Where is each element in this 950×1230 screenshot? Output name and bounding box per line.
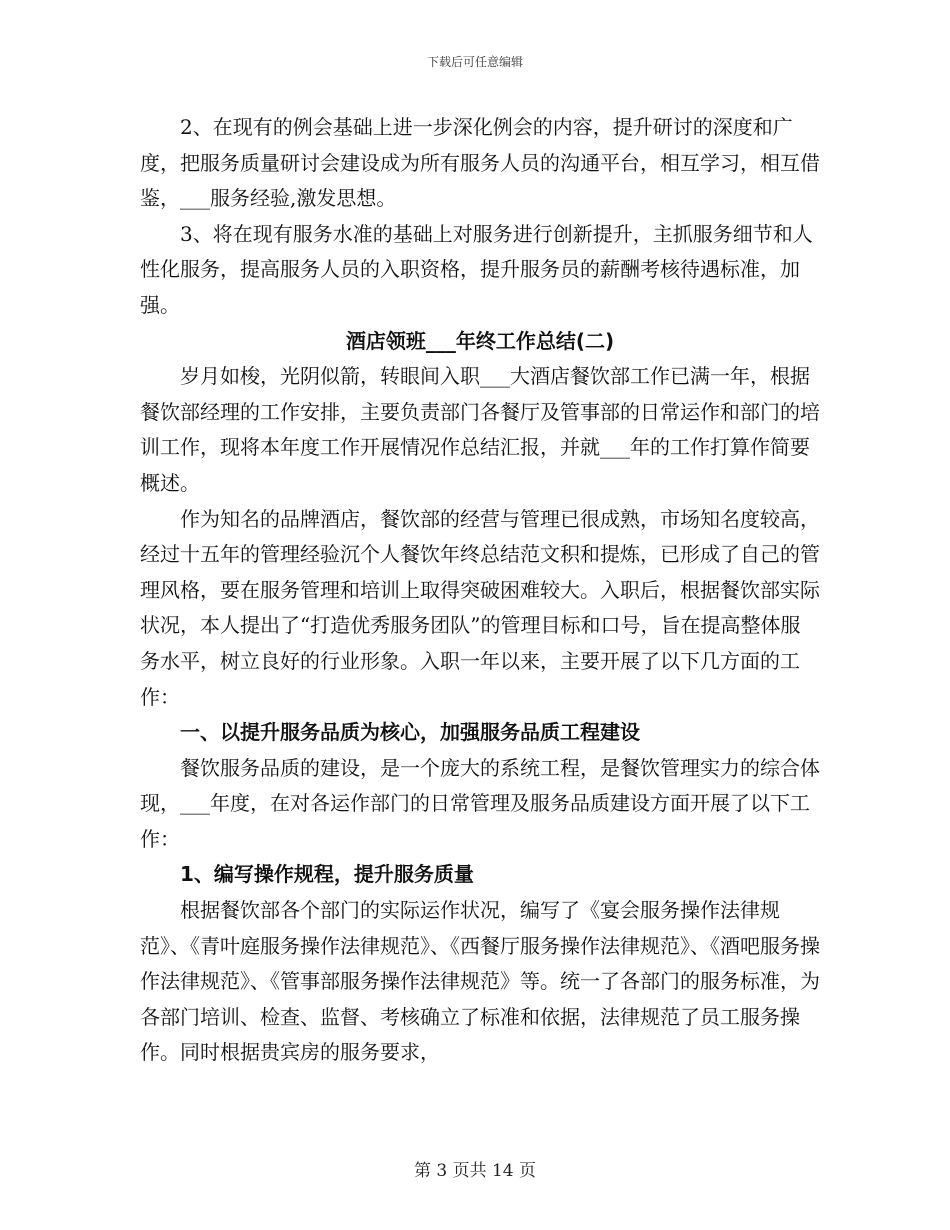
paragraph: 岁月如梭，光阴似箭，转眼间入职___大酒店餐饮部工作已满一年，根据餐饮部经理的工作安排，主要负责部门各餐厅及管事部的日常运作和部门的培训工作，现将本年度工作开展情况作总结汇报，并就___年的工作打算作简要概述。 xyxy=(140,364,820,495)
section-heading: 一、以提升服务品质为核心，加强服务品质工程建设 xyxy=(180,720,640,745)
paragraph: 3、将在现有服务水准的基础上对服务进行创新提升，主抓服务细节和人性化服务，提高服务人员的入职资格，提升服务员的薪酬考核待遇标准，加强。 xyxy=(140,221,813,317)
document-body xyxy=(140,110,820,1071)
paragraph: 餐饮服务品质的建设，是一个庞大的系统工程，是餐饮管理实力的综合体现，___年度，在对各运作部门的日常管理及服务品质建设方面开展了以下工作： xyxy=(140,755,820,851)
paragraph: 作为知名的品牌酒店，餐饮部的经营与管理已很成熟，市场知名度较高，经过十五年的管理经验沉个人餐饮年终总结范文积和提炼，已形成了自己的管理风格，要在服务管理和培训上取得突破困难较大。入职后，根据餐饮部实际状况，本人提出了“打造优秀服务团队”的管理目标和口号，旨在提高整体服务水平，树立良好的行业形象。入职一年以来，主要开展了以下几方面的工作： xyxy=(140,506,820,709)
paragraph: 2、在现有的例会基础上进一步深化例会的内容，提升研讨的深度和广度，把服务质量研讨会建设成为所有服务人员的沟通平台，相互学习，相互借鉴，___服务经验,激发思想。 xyxy=(140,115,820,211)
page-header-note: 下载后可任意编辑 xyxy=(426,55,523,69)
page-number: 第 3 页共 14 页 xyxy=(413,1161,537,1181)
paragraph: 根据餐饮部各个部门的实际运作状况，编写了《宴会服务操作法律规范》、《青叶庭服务操作法律规范》、《西餐厅服务操作法律规范》、《酒吧服务操作法律规范》、《管事部服务操作法律规范》等。统一了各部门的服务标准，为各部门培训、检查、监督、考核确立了标准和依据，法律规范了员工服务操作。同时根据贵宾房的服务要求， xyxy=(140,898,820,1065)
subsection-heading: 1、编写操作规程，提升服务质量 xyxy=(180,862,474,887)
section-title: 酒店领班___年终工作总结(二) xyxy=(345,328,615,353)
